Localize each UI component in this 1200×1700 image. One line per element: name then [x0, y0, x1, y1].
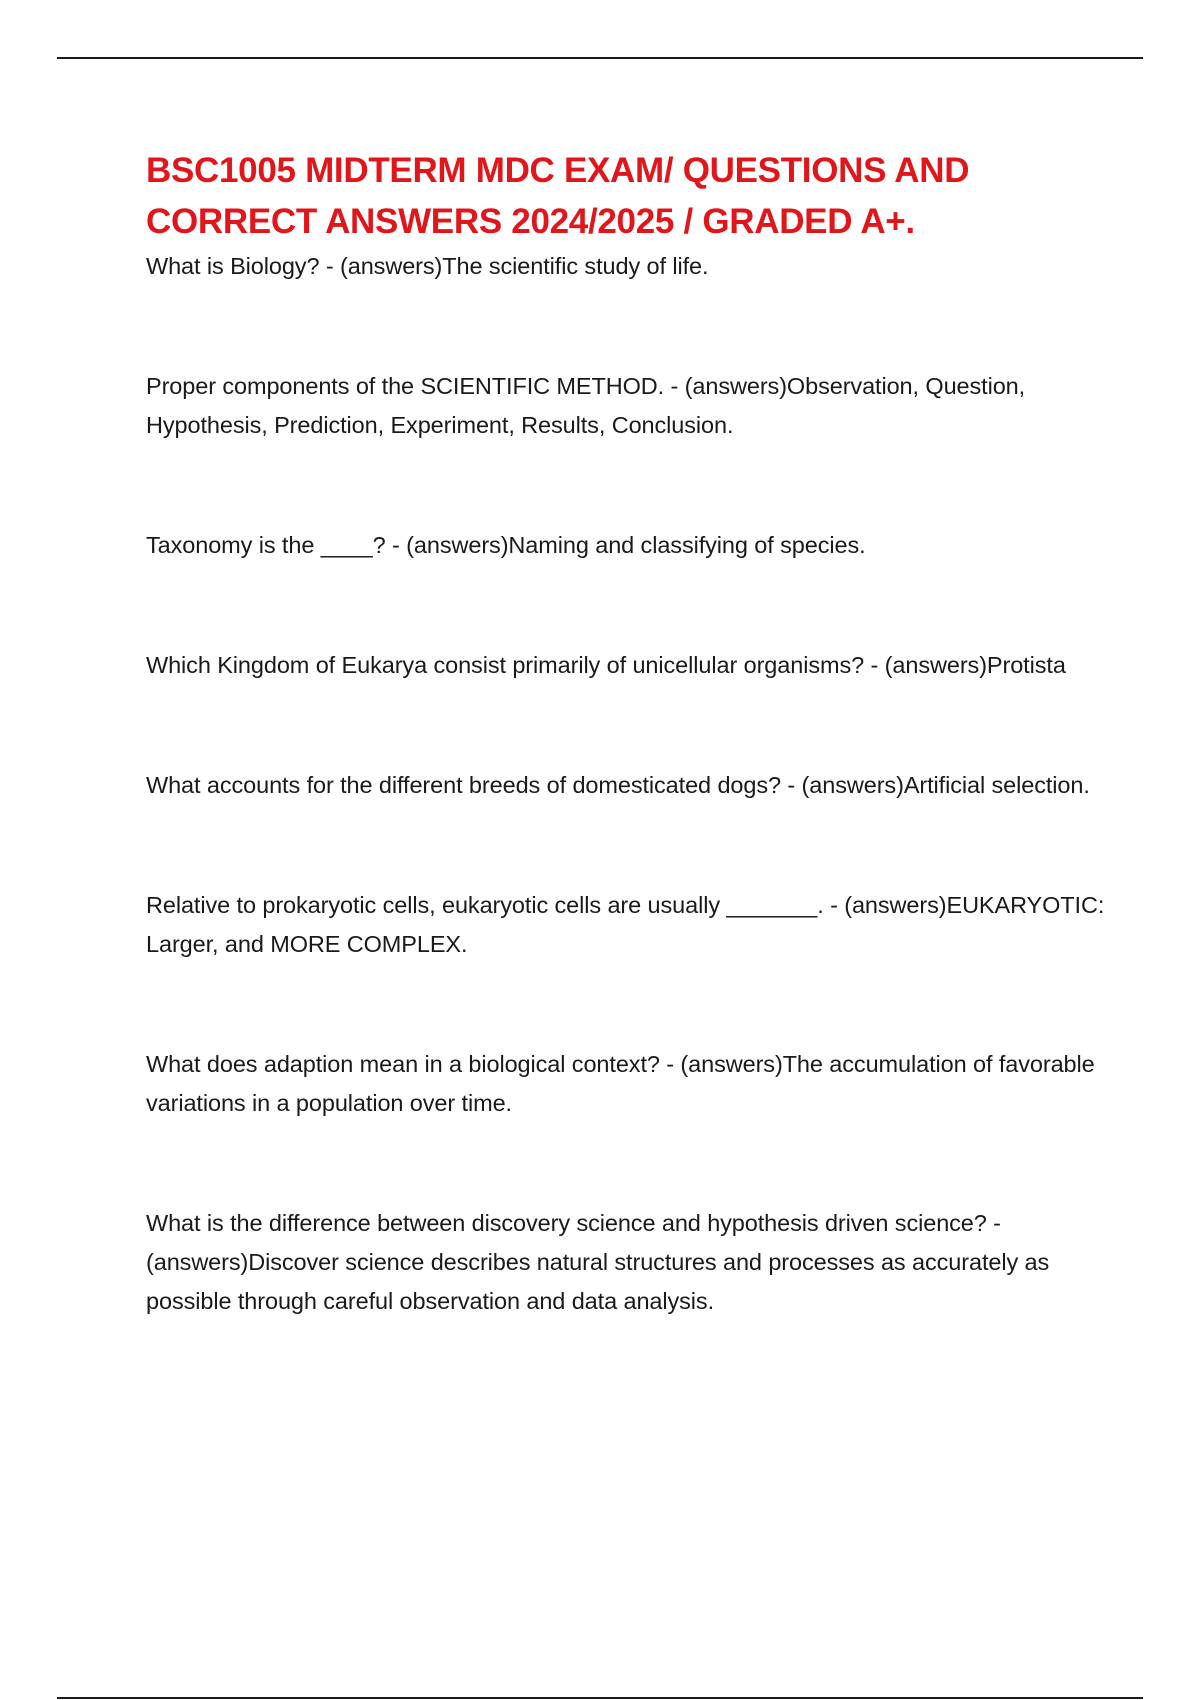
qa-entry-2: Proper components of the SCIENTIFIC METHOD. - (answers)Observation, Question, Hypothesis, Prediction, Experiment, Results, Conclusion. [146, 373, 1026, 438]
qa-entry-3: Taxonomy is the ____? - (answers)Naming and classifying of species. [146, 532, 866, 558]
qa-entry-4: Which Kingdom of Eukarya consist primarily of unicellular organisms? - (answers)Protista [146, 652, 1066, 678]
qa-entry-7: What does adaption mean in a biological context? - (answers)The accumulation of favorable variations in a population over time. [146, 1051, 1095, 1116]
qa-entry-1: What is Biology? - (answers)The scientific study of life. [146, 253, 709, 279]
document-title: BSC1005 MIDTERM MDC EXAM/ QUESTIONS AND CORRECT ANSWERS 2024/2025 / GRADED A+. [146, 151, 970, 241]
qa-entry-5: What accounts for the different breeds of domesticated dogs? - (answers)Artificial selection. [146, 772, 1090, 798]
bottom-divider [57, 1697, 1143, 1699]
qa-entry-8: What is the difference between discovery science and hypothesis driven science? - (answers)Discover science describes natural structures and processes as accurately as possible through careful observation and data analysis. [146, 1210, 1050, 1314]
qa-entry-6: Relative to prokaryotic cells, eukaryotic cells are usually _______. - (answers)EUKARYOTIC: Larger, and MORE COMPLEX. [146, 892, 1105, 957]
top-divider [57, 57, 1143, 59]
document-body [146, 145, 1106, 1321]
